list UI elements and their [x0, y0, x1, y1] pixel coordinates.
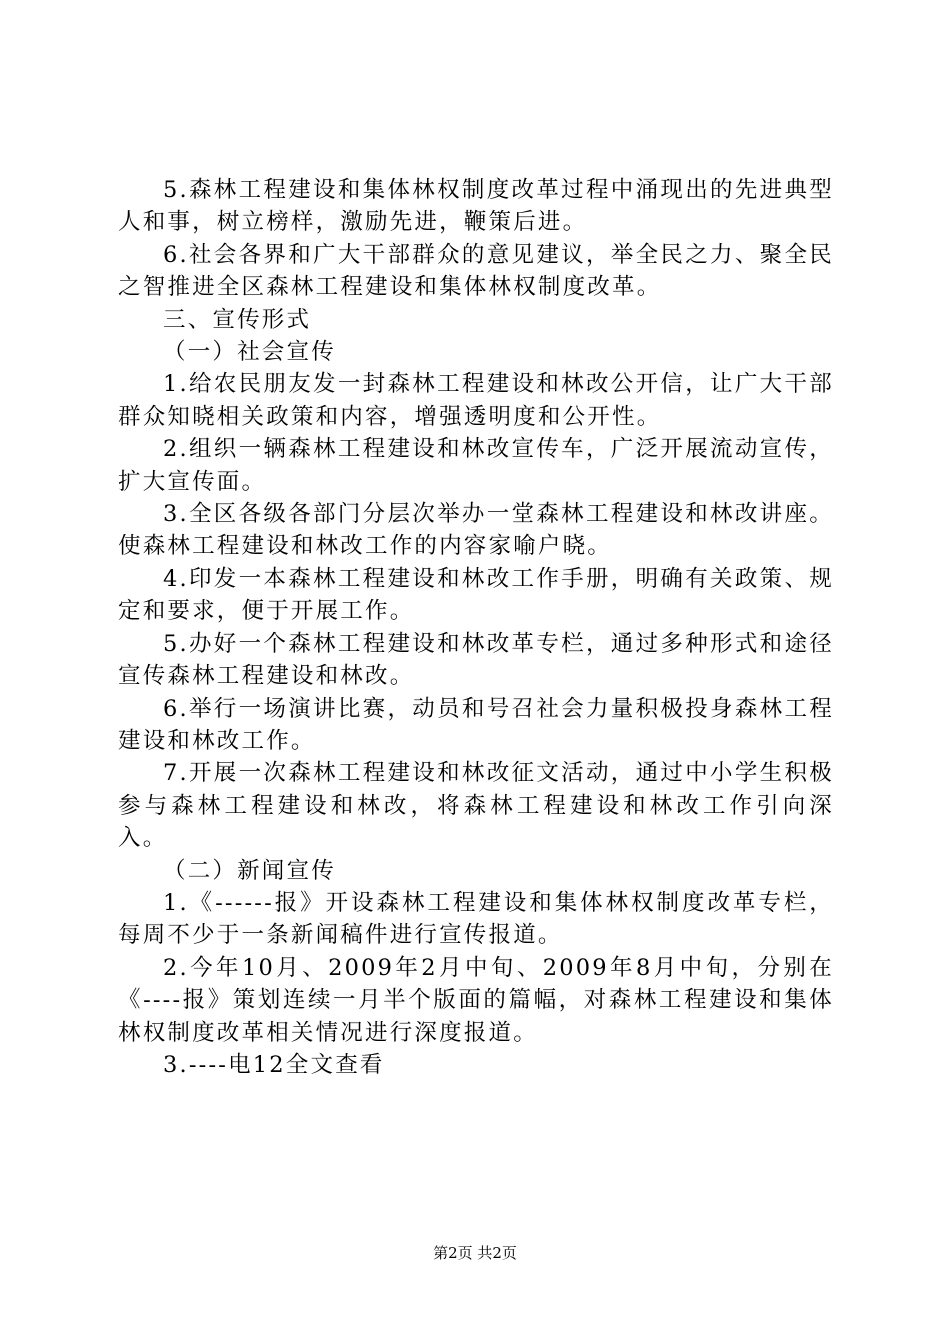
- document-body: [118, 174, 834, 1081]
- subheading-news-publicity: （二）新闻宣传: [163, 857, 336, 884]
- list-item-view-full-text: 3.----电12全文查看: [163, 1051, 385, 1078]
- list-item-open-letter: 1.给农民朋友发一封森林工程建设和林改公开信，让广大干部群众知晓相关政策和内容，增强透明度和公开性。: [118, 371, 834, 430]
- list-item-in-depth-reports: 2.今年10月、2009年2月中旬、2009年8月中旬，分别在《----报》策划连续一月半个版面的篇幅，对森林工程建设和集体林权制度改革相关情况进行深度报道。: [118, 954, 834, 1046]
- list-item-publicity-vehicle: 2.组织一辆森林工程建设和林改宣传车，广泛开展流动宣传，扩大宣传面。: [118, 436, 834, 495]
- page-number-footer: 第2页 共2页: [433, 1244, 517, 1262]
- list-item-handbook: 4.印发一本森林工程建设和林改工作手册，明确有关政策、规定和要求，便于开展工作。: [118, 565, 834, 625]
- list-item-newspaper-column: 1.《------报》开设森林工程建设和集体林权制度改革专栏，每周不少于一条新闻稿件进行宣传报道。: [118, 889, 834, 949]
- section-heading-publicity-forms: 三、宣传形式: [163, 306, 312, 333]
- paragraph-public-opinions: 6.社会各界和广大干部群众的意见建议，举全民之力、聚全民之智推进全区森林工程建设和集体林权制度改革。: [118, 241, 834, 301]
- list-item-column: 5.办好一个森林工程建设和林改革专栏，通过多种形式和途径宣传森林工程建设和林改。: [118, 630, 834, 690]
- subheading-social-publicity: （一）社会宣传: [163, 339, 336, 366]
- list-item-lecture: 3.全区各级各部门分层次举办一堂森林工程建设和林改讲座。使森林工程建设和林改工作的内容家喻户晓。: [118, 501, 834, 560]
- list-item-essay-activity: 7.开展一次森林工程建设和林改征文活动，通过中小学生积极参与森林工程建设和林改，将森林工程建设和林改工作引向深入。: [118, 760, 834, 852]
- paragraph-advanced-examples: 5.森林工程建设和集体林权制度改革过程中涌现出的先进典型人和事，树立榜样，激励先进，鞭策后进。: [118, 177, 834, 236]
- list-item-speech-contest: 6.举行一场演讲比赛，动员和号召社会力量积极投身森林工程建设和林改工作。: [118, 695, 834, 754]
